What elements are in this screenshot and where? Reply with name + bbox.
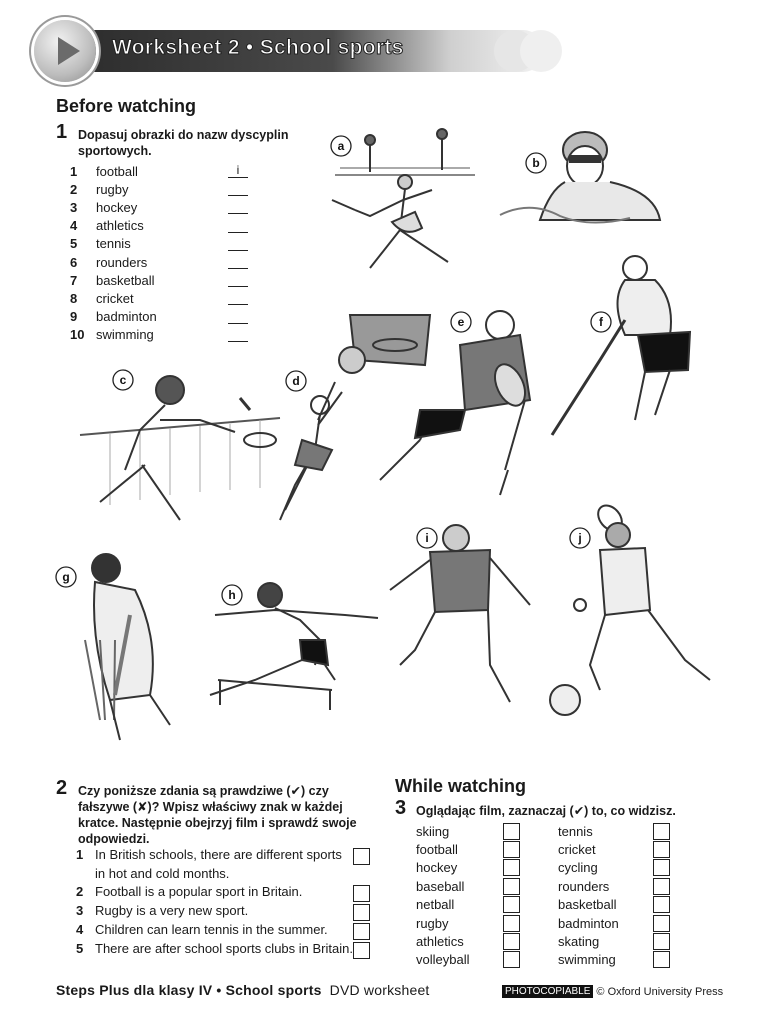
item-number: 4 <box>76 922 84 937</box>
true-false-checkbox[interactable] <box>353 904 370 921</box>
sport-word: football <box>416 842 458 858</box>
item-number: 4 <box>70 218 78 234</box>
play-icon <box>34 20 96 82</box>
footer-copyright <box>502 985 723 998</box>
seen-checkbox[interactable] <box>503 933 520 950</box>
seen-checkbox[interactable] <box>503 841 520 858</box>
exercise-3-item <box>558 822 670 840</box>
exercise-3-item <box>416 896 520 914</box>
sport-word: basketball <box>96 272 155 288</box>
picture-label-h <box>222 585 242 605</box>
seen-checkbox[interactable] <box>653 878 670 895</box>
sport-word: netball <box>416 897 455 913</box>
seen-checkbox[interactable] <box>503 896 520 913</box>
sport-word: athletics <box>96 218 144 234</box>
statement-text: Football is a popular sport in Britain. <box>95 884 303 899</box>
exercise-2-item <box>76 902 376 921</box>
sport-word: rounders <box>96 254 148 270</box>
item-number: 5 <box>76 941 84 956</box>
sport-word: basketball <box>558 897 617 913</box>
exercise-2-list <box>76 846 376 959</box>
exercise-2-item <box>76 921 376 940</box>
item-number: 2 <box>76 884 84 899</box>
picture-label-d <box>286 371 306 391</box>
true-false-checkbox[interactable] <box>353 923 370 940</box>
sport-word: cricket <box>558 842 596 858</box>
sport-word: badminton <box>96 309 157 325</box>
seen-checkbox[interactable] <box>653 951 670 968</box>
seen-checkbox[interactable] <box>653 859 670 876</box>
exercise-3-item <box>416 877 520 895</box>
before-watching-heading: Before watching <box>56 96 197 116</box>
svg-text:h: h <box>228 588 236 602</box>
svg-text:i: i <box>425 531 429 545</box>
seen-checkbox[interactable] <box>503 859 520 876</box>
statement-text: Children can learn tennis in the summer. <box>95 922 328 937</box>
item-number: 2 <box>70 181 78 197</box>
exercise-3-item <box>558 914 670 932</box>
statement-text: Rugby is a very new sport. <box>95 903 249 918</box>
statement-text: There are after school sports clubs in Britain. <box>95 941 353 956</box>
exercise-2-number: 2 <box>56 777 68 799</box>
item-number: 5 <box>70 236 78 252</box>
exercise-2-item <box>76 940 376 959</box>
sport-word: badminton <box>558 915 619 931</box>
sport-word: swimming <box>96 327 154 343</box>
sport-word: hockey <box>96 199 138 215</box>
exercise-3-column-1 <box>416 822 520 969</box>
header-fade-circle <box>520 30 562 72</box>
item-number: 3 <box>70 199 78 215</box>
exercise-3-item <box>558 951 670 969</box>
exercise-3-item <box>558 877 670 895</box>
seen-checkbox[interactable] <box>653 841 670 858</box>
sport-word: skating <box>558 934 600 950</box>
exercise-3-item <box>558 896 670 914</box>
seen-checkbox[interactable] <box>503 878 520 895</box>
illustration-c-badminton-net <box>80 376 280 520</box>
illustration-b-swimming <box>500 132 660 223</box>
item-number: 10 <box>70 327 85 343</box>
exercise-3-instruction: Oglądając film, zaznaczaj (✔) to, co widzisz. <box>416 804 676 818</box>
exercise-3-item <box>558 840 670 858</box>
footer-course-name: Steps Plus dla klasy IV • School sports <box>56 982 322 998</box>
exercise-3-item <box>416 840 520 858</box>
seen-checkbox[interactable] <box>653 896 670 913</box>
exercise-3-item <box>416 859 520 877</box>
item-number: 6 <box>70 254 78 270</box>
true-false-checkbox[interactable] <box>353 942 370 959</box>
sport-word: rugby <box>416 915 449 931</box>
exercise-3-item <box>416 951 520 969</box>
sport-word: tennis <box>558 823 593 839</box>
svg-text:b: b <box>532 156 540 170</box>
worksheet-header <box>34 20 554 80</box>
svg-text:c: c <box>119 373 127 387</box>
statement-text: In British schools, there are different sports in hot and cold months. <box>95 847 342 881</box>
photocopiable-badge: PHOTOCOPIABLE <box>502 985 593 998</box>
exercise-3-column-2 <box>558 822 670 969</box>
sport-word: skiing <box>416 823 450 839</box>
exercise-3-item <box>416 822 520 840</box>
picture-label-c <box>113 370 133 390</box>
picture-label-j <box>570 528 590 548</box>
picture-label-a <box>331 136 351 156</box>
illustration-j-tennis <box>574 501 710 690</box>
sport-word: tennis <box>96 236 131 252</box>
svg-text:d: d <box>292 374 300 388</box>
exercise-2-item <box>76 883 376 902</box>
picture-label-f <box>591 312 611 332</box>
picture-label-b <box>526 153 546 173</box>
true-false-checkbox[interactable] <box>353 885 370 902</box>
sport-word: baseball <box>416 878 465 894</box>
sport-word: rugby <box>96 181 129 197</box>
exercise-2-instruction: Czy poniższe zdania są prawdziwe (✔) czy fałszywe (✘)? Wpisz właściwy znak w każdej kratce. Następnie obejrzyj film i sprawdź swoje odpowiedzi. <box>78 784 357 846</box>
item-number: 9 <box>70 309 78 325</box>
seen-checkbox[interactable] <box>503 915 520 932</box>
item-number: 7 <box>70 272 78 288</box>
sport-word: swimming <box>558 952 616 968</box>
sport-word: athletics <box>416 934 464 950</box>
illustration-a-badminton <box>332 129 475 268</box>
answer-blank[interactable]: i <box>228 164 248 178</box>
sport-word: volleyball <box>416 952 470 968</box>
item-number: 3 <box>76 903 84 918</box>
sport-word: football <box>96 163 138 179</box>
picture-label-e <box>451 312 471 332</box>
exercise-1-number: 1 <box>56 121 68 143</box>
exercise-2-item <box>76 846 376 883</box>
illustration-g-cricket <box>85 554 170 740</box>
svg-text:e: e <box>457 315 465 329</box>
picture-label-g <box>56 567 76 587</box>
item-number: 1 <box>70 163 78 179</box>
svg-text:a: a <box>337 139 345 153</box>
exercise-1-instruction: Dopasuj obrazki do nazw dyscyplin sportowych. <box>78 128 289 158</box>
picture-label-i <box>417 528 437 548</box>
seen-checkbox[interactable] <box>653 915 670 932</box>
exercise-3-item <box>558 859 670 877</box>
footer-dvd-label: DVD worksheet <box>329 982 430 998</box>
seen-checkbox[interactable] <box>503 951 520 968</box>
illustration-d-basketball <box>280 315 430 520</box>
illustration-f-hockey <box>552 256 690 435</box>
true-false-checkbox[interactable] <box>353 848 370 865</box>
svg-text:f: f <box>599 315 603 329</box>
item-number: 1 <box>76 847 84 862</box>
exercise-3-number: 3 <box>395 797 407 819</box>
sport-word: rounders <box>558 878 610 894</box>
sport-word: cycling <box>558 860 598 876</box>
seen-checkbox[interactable] <box>653 823 670 840</box>
svg-text:g: g <box>62 570 70 584</box>
worksheet-title: Worksheet 2 • School sports <box>112 36 404 59</box>
while-watching-heading: While watching <box>395 776 527 796</box>
item-number: 8 <box>70 290 78 306</box>
svg-text:j: j <box>578 531 582 545</box>
footer-course-title <box>56 982 430 998</box>
seen-checkbox[interactable] <box>653 933 670 950</box>
sports-illustrations <box>62 120 730 760</box>
illustration-i-football <box>390 525 580 715</box>
seen-checkbox[interactable] <box>503 823 520 840</box>
exercise-3-item <box>416 914 520 932</box>
sport-word: hockey <box>416 860 458 876</box>
exercise-3-item <box>416 932 520 950</box>
sport-word: cricket <box>96 290 134 306</box>
exercise-3-item <box>558 932 670 950</box>
publisher-text: © Oxford University Press <box>596 985 724 998</box>
